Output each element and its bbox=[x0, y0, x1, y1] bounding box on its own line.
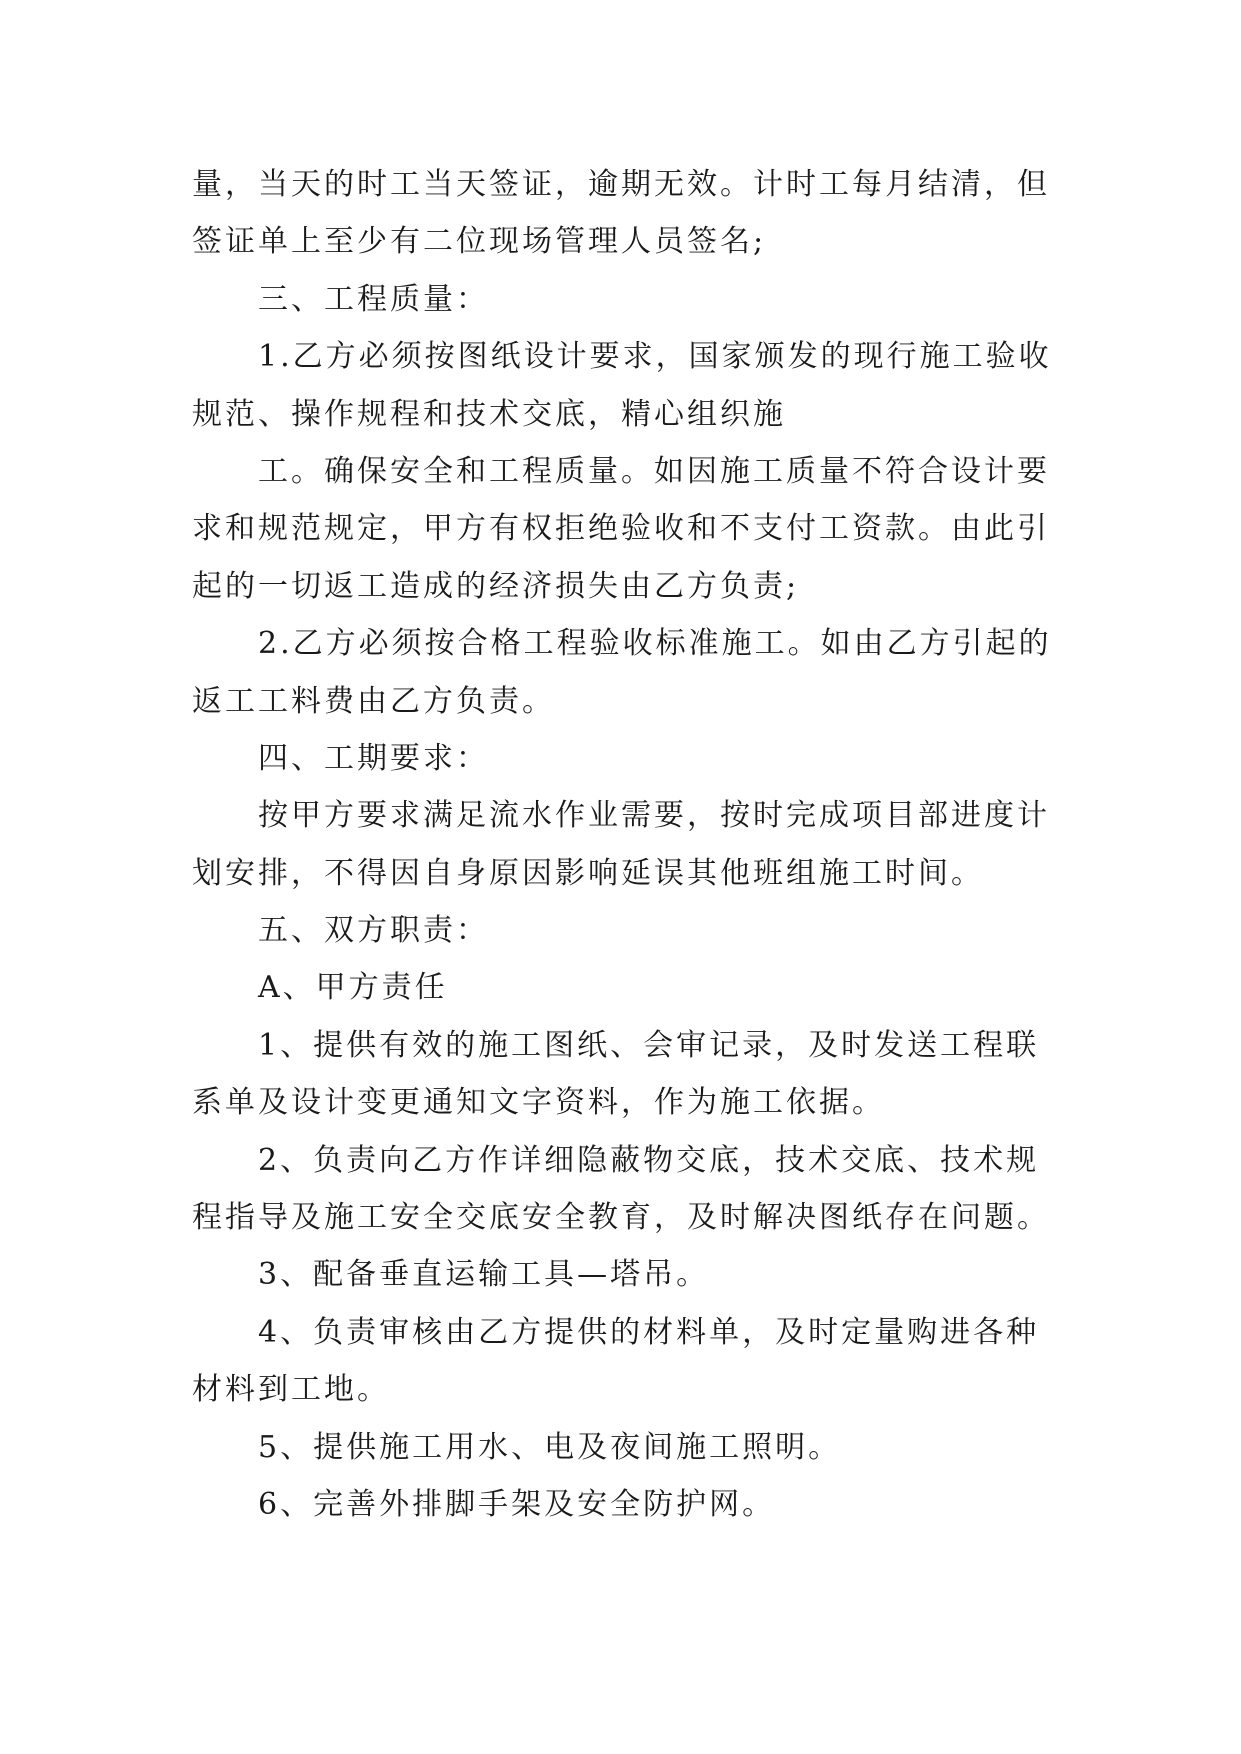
paragraph-line: 划安排，不得因自身原因影响延误其他班组施工时间。 bbox=[192, 855, 984, 891]
paragraph-line: 求和规范规定，甲方有权拒绝验收和不支付工资款。由此引 bbox=[192, 511, 1050, 547]
paragraph-line: A、甲方责任 bbox=[258, 970, 448, 1006]
paragraph-line: 1.乙方必须按图纸设计要求，国家颁发的现行施工验收 bbox=[258, 339, 1052, 375]
paragraph-line: 材料到工地。 bbox=[192, 1372, 390, 1408]
paragraph-line: 2、负责向乙方作详细隐蔽物交底，技术交底、技术规 bbox=[258, 1142, 1040, 1178]
paragraph-line: 签证单上至少有二位现场管理人员签名; bbox=[192, 224, 767, 260]
paragraph-line: 按甲方要求满足流水作业需要，按时完成项目部进度计 bbox=[258, 798, 1050, 834]
paragraph-line: 2.乙方必须按合格工程验收标准施工。如由乙方引起的 bbox=[258, 626, 1052, 662]
paragraph-line: 五、双方职责： bbox=[258, 913, 489, 949]
paragraph-line: 三、工程质量： bbox=[258, 281, 489, 317]
paragraph-line: 起的一切返工造成的经济损失由乙方负责; bbox=[192, 568, 800, 604]
paragraph-line: 系单及设计变更通知文字资料，作为施工依据。 bbox=[192, 1085, 885, 1121]
paragraph-line: 3、配备垂直运输工具—塔吊。 bbox=[258, 1257, 710, 1293]
paragraph-line: 4、负责审核由乙方提供的材料单，及时定量购进各种 bbox=[258, 1314, 1040, 1350]
paragraph-line: 工。确保安全和工程质量。如因施工质量不符合设计要 bbox=[258, 453, 1050, 489]
paragraph-line: 返工工料费由乙方负责。 bbox=[192, 683, 555, 719]
paragraph-line: 1、提供有效的施工图纸、会审记录，及时发送工程联 bbox=[258, 1027, 1040, 1063]
paragraph-line: 6、完善外排脚手架及安全防护网。 bbox=[258, 1486, 776, 1522]
paragraph-line: 量，当天的时工当天签证，逾期无效。计时工每月结清，但 bbox=[192, 167, 1050, 202]
paragraph-line: 5、提供施工用水、电及夜间施工照明。 bbox=[258, 1429, 842, 1465]
paragraph-line: 程指导及施工安全交底安全教育，及时解决图纸存在问题。 bbox=[192, 1200, 1050, 1236]
paragraph-line: 四、工期要求： bbox=[258, 740, 489, 776]
paragraph-line: 规范、操作规程和技术交底，精心组织施 bbox=[192, 396, 786, 432]
document-body bbox=[192, 156, 1072, 1533]
